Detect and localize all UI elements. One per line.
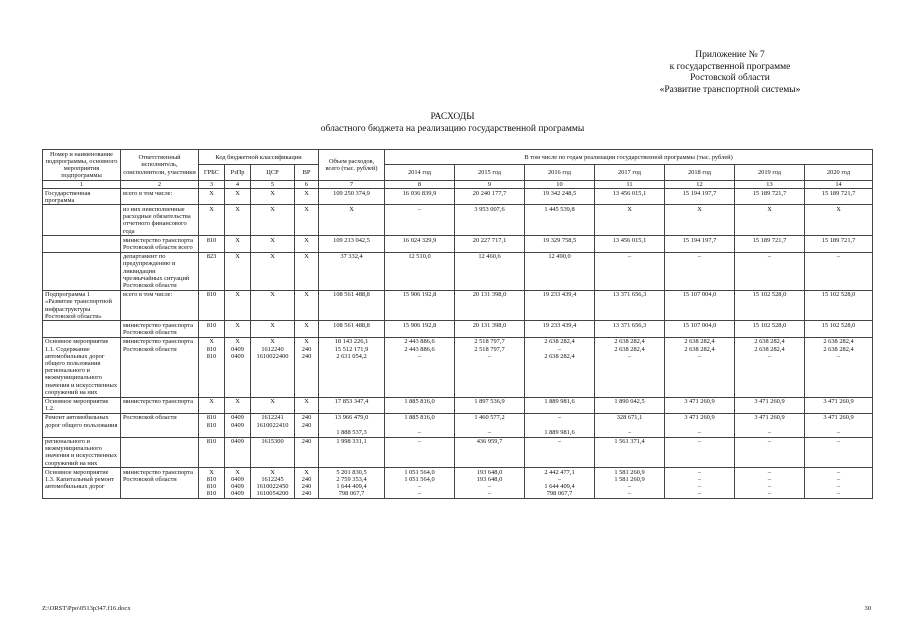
row-executor: министерство транспорта (121, 397, 199, 413)
row-total: 13 966 479,0 1 888 537,3 (319, 413, 385, 437)
header-grbs: ГРБС (199, 165, 225, 180)
row-csr: X (251, 236, 295, 252)
row-name: Ремонт автомобильных дорог общего пользования (43, 413, 121, 437)
row-vr: X 240 240 240 (295, 468, 319, 499)
row-year-value: 15 189 721,7 (735, 236, 805, 252)
table-row (43, 252, 873, 290)
column-index-cell: 10 (525, 180, 595, 188)
row-grbs: 810 (199, 290, 225, 321)
row-year-value: 3 471 260,9 (805, 397, 873, 413)
column-index-row (43, 180, 873, 188)
row-year-value: 19 233 439,4 (525, 321, 595, 337)
table-row (43, 290, 873, 321)
row-year-value: 15 189 721,7 (805, 236, 873, 252)
header-year: 2014 год (385, 165, 455, 180)
title-line-2: областного бюджета на реализацию государственной программы (320, 123, 585, 134)
row-year-value: 328 671,1 – (595, 413, 665, 437)
table-row (43, 189, 873, 205)
row-year-value: 193 648,0 193 648,0 – – (455, 468, 525, 499)
row-year-value: 15 194 197,7 (665, 189, 735, 205)
column-index-cell: 12 (665, 180, 735, 188)
column-index-cell: 8 (385, 180, 455, 188)
row-executor: Ростовской области (121, 413, 199, 437)
row-executor: министерство транспорта Ростовской области (121, 468, 199, 499)
appendix-line: к государственной программе (669, 61, 791, 72)
row-year-value: 1 885 816,0 – (385, 413, 455, 437)
row-csr: X 1612245 1610022450 1610054200 (251, 468, 295, 499)
row-year-value: 1 885 816,0 (385, 397, 455, 413)
row-total: 17 853 347,4 (319, 397, 385, 413)
row-rzpr: 0409 0409 (225, 413, 251, 437)
row-executor (121, 437, 199, 468)
row-year-value: – – – – (805, 468, 873, 499)
row-rzpr: X (225, 397, 251, 413)
expenses-table (42, 149, 873, 499)
row-year-value: 13 456 015,1 (595, 236, 665, 252)
row-vr: X (295, 236, 319, 252)
row-year-value: 19 342 248,5 (525, 189, 595, 205)
row-vr: X (295, 397, 319, 413)
row-year-value: 3 471 260,9 – (735, 413, 805, 437)
header-year: 2016 год (525, 165, 595, 180)
row-year-value: 2 443 886,6 2 443 886,6 – (385, 337, 455, 397)
header-year: 2020 год (805, 165, 873, 180)
row-year-value: 1 889 981,6 (525, 397, 595, 413)
row-csr: X (251, 252, 295, 290)
column-index-cell: 5 (251, 180, 295, 188)
row-year-value: 20 240 177,7 (455, 189, 525, 205)
row-csr: X 1612240 1610022400 (251, 337, 295, 397)
header-csr: ЦСР (251, 165, 295, 180)
row-year-value: 15 189 721,7 (735, 189, 805, 205)
row-year-value: 1 561 371,4 (595, 437, 665, 468)
row-executor: из них неисполненные расходные обязательства отчетного финансового года (121, 205, 199, 236)
row-grbs: 810 (199, 236, 225, 252)
row-year-value: – (665, 252, 735, 290)
row-year-value: 3 471 260,9 – (665, 413, 735, 437)
row-year-value: 2 638 282,4 2 638 282,4 – (735, 337, 805, 397)
table-row (43, 205, 873, 236)
row-year-value: 15 194 197,7 (665, 236, 735, 252)
header-total: Объем расходов, всего (тыс. рублей) (319, 150, 385, 181)
column-index-cell: 2 (121, 180, 199, 188)
column-index-cell: 14 (805, 180, 873, 188)
row-vr: X (295, 290, 319, 321)
row-year-value: – (735, 437, 805, 468)
row-year-value: 15 189 721,7 (805, 189, 873, 205)
title-line-1: РАСХОДЫ (430, 112, 475, 122)
row-year-value: 16 036 839,9 (385, 189, 455, 205)
row-vr: X (295, 205, 319, 236)
row-rzpr: X (225, 252, 251, 290)
row-rzpr: X (225, 290, 251, 321)
table-row (43, 468, 873, 499)
row-vr: 240 (295, 437, 319, 468)
row-year-value: 13 371 656,3 (595, 321, 665, 337)
row-year-value: 1 051 564,0 1 051 564,0 – – (385, 468, 455, 499)
row-year-value: 15 906 192,8 (385, 321, 455, 337)
row-year-value: 12 490,0 (525, 252, 595, 290)
row-csr: X (251, 290, 295, 321)
row-total: 108 561 488,8 (319, 290, 385, 321)
row-rzpr: X (225, 321, 251, 337)
row-rzpr: X (225, 205, 251, 236)
row-year-value: 20 131 398,0 (455, 290, 525, 321)
row-name: Основное мероприятие 1.2. (43, 397, 121, 413)
row-year-value: 13 456 015,1 (595, 189, 665, 205)
appendix-line: Приложение № 7 (695, 50, 765, 60)
row-rzpr: X 0409 0409 0409 (225, 468, 251, 499)
column-index-cell: 13 (735, 180, 805, 188)
row-csr: X (251, 397, 295, 413)
row-csr: X (251, 189, 295, 205)
table-row (43, 337, 873, 397)
row-year-value: 1 445 539,8 (525, 205, 595, 236)
row-grbs: 823 (199, 252, 225, 290)
row-year-value: 3 471 260,9 – (805, 413, 873, 437)
row-year-value: 20 131 398,0 (455, 321, 525, 337)
row-vr: X 240 240 (295, 337, 319, 397)
row-rzpr: X (225, 236, 251, 252)
header-year: 2017 год (595, 165, 665, 180)
row-year-value: 3 471 260,9 (735, 397, 805, 413)
row-year-value: 13 371 656,3 (595, 290, 665, 321)
row-year-value: 436 959,7 (455, 437, 525, 468)
row-executor: министерство транспорта Ростовской области (121, 321, 199, 337)
row-vr: X (295, 321, 319, 337)
row-year-value: – 1 889 981,6 (525, 413, 595, 437)
table-row (43, 413, 873, 437)
row-year-value: 1 581 260,9 1 581 260,9 – – (595, 468, 665, 499)
header-executor: Ответственный исполнитель, соисполнители, участники (121, 150, 199, 181)
row-year-value: – (735, 252, 805, 290)
row-total: 1 998 331,1 (319, 437, 385, 468)
row-year-value: X (595, 205, 665, 236)
row-year-value: 1 897 536,9 (455, 397, 525, 413)
row-name: Основное мероприятие 1.1. Содержание автомобильных дорог общего пользования регионального и межмуниципального значения и искусственных сооружений на них (43, 337, 121, 397)
header-year: 2019 год (735, 165, 805, 180)
row-grbs: X 810 810 (199, 337, 225, 397)
table-row (43, 321, 873, 337)
row-year-value: 1 460 577,2 – (455, 413, 525, 437)
row-total: 109 250 374,9 (319, 189, 385, 205)
header-years-group: В том числе по годам реализации государственной программы (тыс. рублей) (385, 150, 873, 165)
column-index-cell: 6 (295, 180, 319, 188)
row-year-value: 2 638 282,4 2 638 282,4 – (805, 337, 873, 397)
row-grbs: 810 810 (199, 413, 225, 437)
row-year-value: 15 102 528,0 (805, 290, 873, 321)
column-index-cell: 7 (319, 180, 385, 188)
row-year-value: – (595, 252, 665, 290)
row-year-value: 1 890 042,5 (595, 397, 665, 413)
row-year-value: – (385, 205, 455, 236)
row-grbs: X (199, 397, 225, 413)
row-year-value: 15 107 004,0 (665, 321, 735, 337)
row-total: 108 561 488,8 (319, 321, 385, 337)
row-executor: министерство транспорта Ростовской области (121, 337, 199, 397)
row-year-value: X (735, 205, 805, 236)
row-year-value: 15 906 192,8 (385, 290, 455, 321)
row-grbs: X (199, 205, 225, 236)
row-rzpr: X 0409 0409 (225, 337, 251, 397)
row-year-value: X (665, 205, 735, 236)
row-year-value: – – – – (665, 468, 735, 499)
table-row (43, 437, 873, 468)
file-path: Z:\ORST\Ppo\0513p347.f16.docx (42, 605, 131, 612)
row-total: X (319, 205, 385, 236)
row-name: Основное мероприятие 1.3. Капитальный ремонт автомобильных дорог (43, 468, 121, 499)
appendix-line: Ростовской области (690, 73, 770, 83)
header-name: Номер и наименование подпрограммы, основного мероприятия подпрограммы (43, 150, 121, 181)
row-year-value: 15 102 528,0 (805, 321, 873, 337)
row-name: регионального и межмуниципального значения и искусственных сооружений на них (43, 437, 121, 468)
row-executor: всего в том числе: (121, 290, 199, 321)
row-grbs: 810 (199, 321, 225, 337)
row-csr: X (251, 321, 295, 337)
row-rzpr: 0409 (225, 437, 251, 468)
table-row (43, 236, 873, 252)
row-year-value: 3 953 007,6 (455, 205, 525, 236)
row-year-value: 20 227 717,1 (455, 236, 525, 252)
row-year-value: 12 510,0 (385, 252, 455, 290)
appendix-block (600, 50, 860, 96)
row-vr: X (295, 189, 319, 205)
row-grbs: 810 (199, 437, 225, 468)
header-rzpr: РзПр (225, 165, 251, 180)
row-year-value: 2 442 477,1 – 1 644 409,4 798 067,7 (525, 468, 595, 499)
row-executor: всего в том числе: (121, 189, 199, 205)
row-year-value: – (385, 437, 455, 468)
row-year-value: 16 024 329,9 (385, 236, 455, 252)
row-vr: X (295, 252, 319, 290)
header-year: 2015 год (455, 165, 525, 180)
row-total: 37 332,4 (319, 252, 385, 290)
row-grbs: X (199, 189, 225, 205)
row-year-value: 12 460,6 (455, 252, 525, 290)
column-index-cell: 11 (595, 180, 665, 188)
row-name: Подпрограмма 1 «Развитие транспортной инфраструктуры Ростовской области» (43, 290, 121, 321)
row-year-value: – (805, 252, 873, 290)
row-total: 5 201 830,5 2 759 353,4 1 644 409,4 798 067,7 (319, 468, 385, 499)
row-name (43, 252, 121, 290)
row-year-value: 19 329 758,5 (525, 236, 595, 252)
column-index-cell: 9 (455, 180, 525, 188)
row-year-value: – – – – (735, 468, 805, 499)
row-name (43, 321, 121, 337)
row-executor: министерство транспорта Ростовской области всего (121, 236, 199, 252)
row-year-value: 19 233 439,4 (525, 290, 595, 321)
row-year-value: X (805, 205, 873, 236)
column-index-cell: 4 (225, 180, 251, 188)
row-csr: X (251, 205, 295, 236)
table-body (43, 189, 873, 499)
row-rzpr: X (225, 189, 251, 205)
header-year: 2018 год (665, 165, 735, 180)
row-year-value: – (525, 437, 595, 468)
row-year-value: 3 471 260,9 (665, 397, 735, 413)
row-name (43, 205, 121, 236)
row-year-value: – (805, 437, 873, 468)
row-year-value: 2 638 282,4 – 2 638 282,4 (525, 337, 595, 397)
row-grbs: X 810 810 810 (199, 468, 225, 499)
row-total: 18 143 226,1 15 512 171,9 2 631 054,2 (319, 337, 385, 397)
document-title (0, 112, 905, 135)
row-year-value: 15 107 004,0 (665, 290, 735, 321)
row-year-value: 15 102 528,0 (735, 321, 805, 337)
row-csr: 1615300 (251, 437, 295, 468)
header-budget-code: Код бюджетной классификации (199, 150, 319, 165)
row-total: 109 213 042,5 (319, 236, 385, 252)
row-year-value: 2 638 282,4 2 638 282,4 – (665, 337, 735, 397)
column-index-cell: 1 (43, 180, 121, 188)
row-year-value: 15 102 528,0 (735, 290, 805, 321)
row-executor: департамент по предупреждению и ликвидации чрезвычайных ситуаций Ростовской области (121, 252, 199, 290)
row-year-value: 2 638 282,4 2 638 282,4 – (595, 337, 665, 397)
row-year-value: – (665, 437, 735, 468)
table-row (43, 397, 873, 413)
column-index-cell: 3 (199, 180, 225, 188)
row-csr: 1612241 1610022410 (251, 413, 295, 437)
row-vr: 240 240 (295, 413, 319, 437)
row-name (43, 236, 121, 252)
page-number: 30 (864, 605, 871, 612)
row-name: Государственная программа (43, 189, 121, 205)
header-row-1 (43, 150, 873, 165)
appendix-line: «Развитие транспортной системы» (659, 84, 801, 95)
row-year-value: 2 518 797,7 2 518 797,7 – (455, 337, 525, 397)
header-vr: ВР (295, 165, 319, 180)
